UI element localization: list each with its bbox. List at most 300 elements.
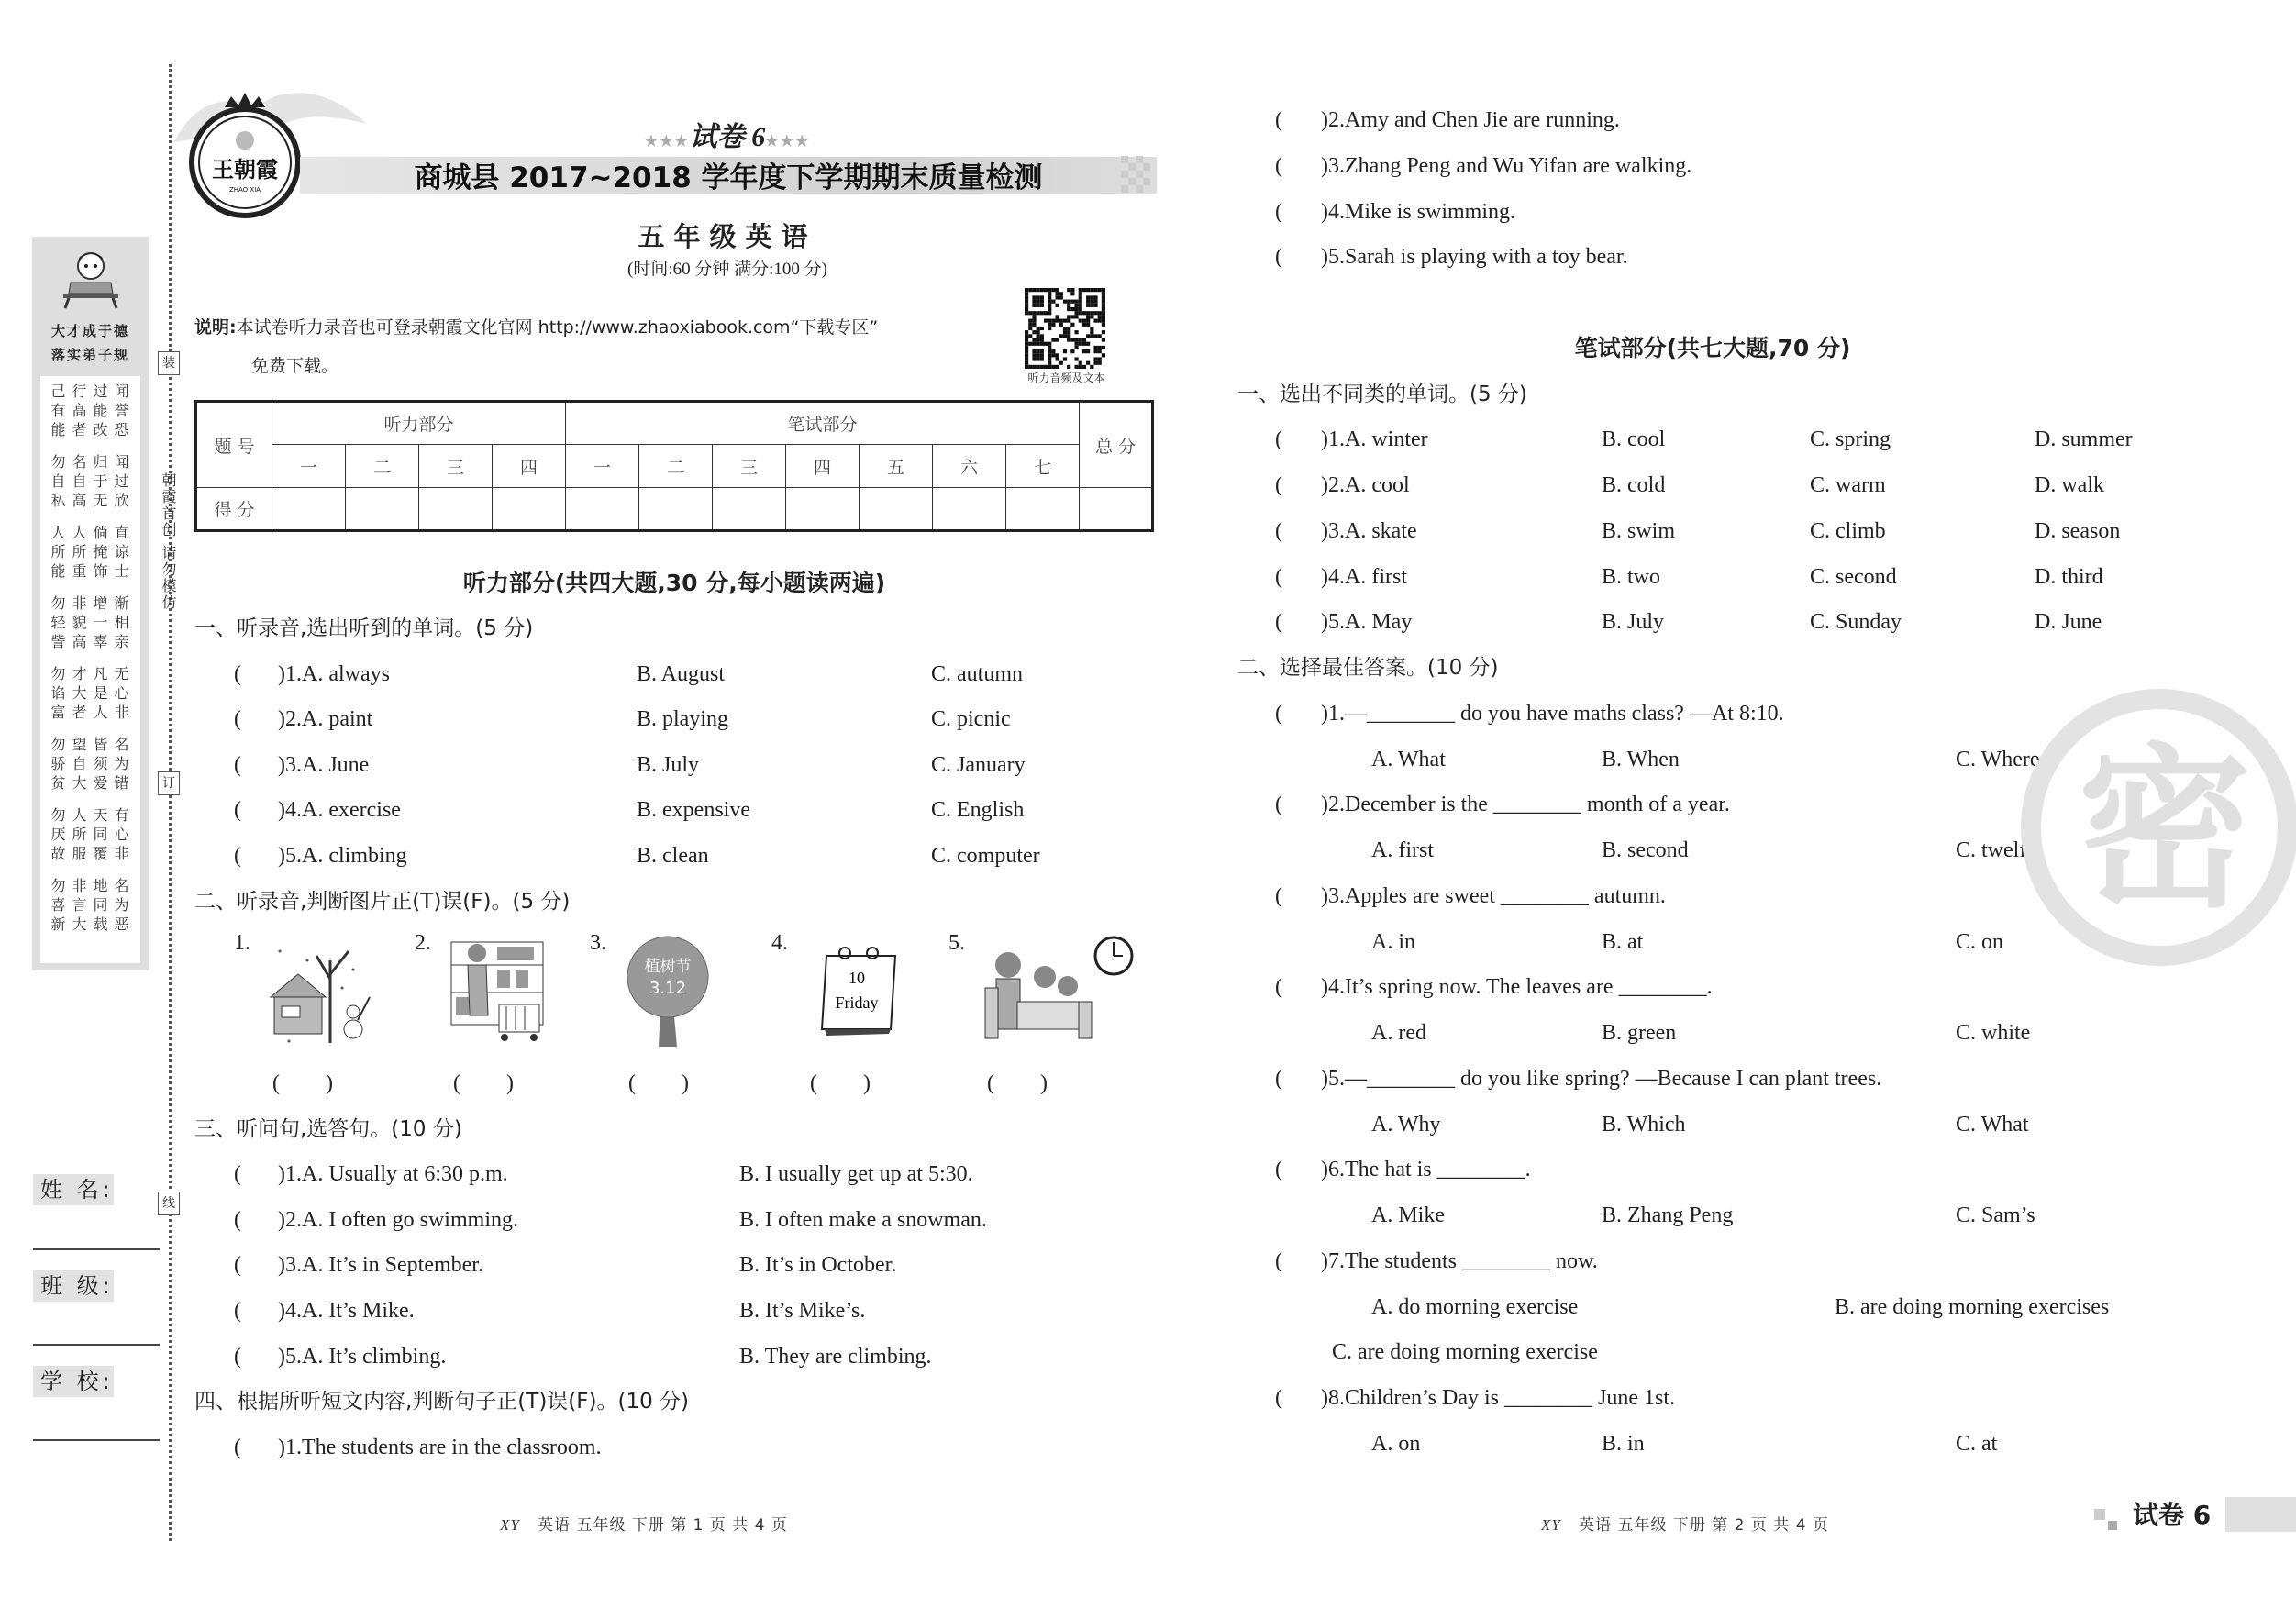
question-text (1321, 964, 1713, 1010)
verse-line: 谄大是心 (50, 684, 136, 702)
answer-blank-close: ) (1321, 1386, 1328, 1410)
answer-blank[interactable]: ( (234, 1344, 241, 1369)
verse-line: 轻貌一相 (50, 614, 136, 631)
verse-line: 骄自须为 (50, 755, 136, 772)
section-heading-text: 三、听问句,选答句。(10 分) (194, 1116, 462, 1141)
option-b[interactable]: B. I usually get up at 5:30. (739, 1162, 973, 1187)
binding-marker-xian: 线 (158, 1192, 180, 1215)
option-b[interactable]: B. July (1602, 610, 1665, 635)
option-c[interactable]: C. What (1956, 1112, 2029, 1137)
option-d[interactable]: D. walk (2035, 473, 2104, 497)
option-c[interactable]: C. English (931, 798, 1025, 823)
picture-answer-blank[interactable]: ( ) (628, 1071, 689, 1095)
verse-line: 勿人天有 (50, 806, 136, 824)
answer-blank[interactable]: ( (234, 661, 241, 686)
option-c[interactable]: C. are doing morning exercise (1332, 1340, 1598, 1365)
verse-line: 人人倘直 (50, 524, 136, 541)
question-number: 3. (285, 1253, 302, 1278)
answer-blank-close: ) (1321, 701, 1328, 726)
answer-blank-close: ) (1321, 473, 1328, 497)
option-c[interactable]: C. twelfth (1956, 838, 2044, 862)
option-a[interactable]: A. Usually at 6:30 p.m. (302, 1162, 508, 1187)
question-row (0, 1056, 2296, 1102)
svg-text:密: 密 (2077, 728, 2253, 931)
question-row (0, 1284, 2296, 1330)
confidential-seal-watermark (2018, 679, 2296, 981)
question-stem: December is the ________ month of a year. (1345, 793, 1730, 817)
option-b[interactable]: B. It’s Mike’s. (739, 1299, 866, 1323)
school-label: 学 校: (33, 1366, 114, 1397)
question-row (0, 97, 2296, 143)
option-c[interactable]: C. climb (1810, 518, 1886, 543)
question-column-header: 五 (860, 445, 933, 488)
answer-blank[interactable]: ( (1275, 564, 1282, 589)
question-row (0, 143, 2296, 189)
writing-header: 笔试部分 (566, 402, 1080, 445)
question-text (1321, 599, 1412, 645)
footer-left: XY 英语 五年级 下册 第 1 页 共 4 页 (500, 1516, 788, 1535)
question-column-header: 三 (713, 445, 786, 488)
question-column-header: 一 (566, 445, 639, 488)
answer-blank[interactable]: ( (1275, 1158, 1282, 1182)
option-a[interactable]: A. first (1345, 564, 1407, 589)
option-a[interactable]: A. It’s climbing. (302, 1344, 447, 1369)
option-b[interactable]: B. expensive (637, 798, 750, 823)
answer-blank-close: ) (1321, 793, 1328, 817)
verse-line: 喜言同为 (50, 896, 136, 914)
answer-blank-close: ) (1321, 883, 1328, 908)
answer-blank-close: ) (1321, 199, 1328, 224)
corner-paper-label: 试卷 6 (2133, 1500, 2212, 1530)
verse-line: 所所掩谅 (50, 543, 136, 560)
verse-line: 故服覆非 (50, 845, 136, 862)
listening-section-title: 听力部分(共四大题,30 分,每小题读两遍) (462, 570, 886, 596)
question-stem: The students ________ now. (1345, 1248, 1598, 1273)
answer-blank[interactable]: ( (1275, 199, 1282, 224)
option-a[interactable]: A. Mike (1371, 1203, 1445, 1227)
question-number: 3. (1328, 518, 1345, 543)
qr-caption: 听力音频及文本 (1027, 372, 1105, 384)
verse-line: 私高无欣 (50, 492, 136, 509)
option-c[interactable]: C. second (1810, 564, 1897, 589)
written-part-title: 笔试部分(共七大题,70 分) (1574, 334, 1851, 361)
question-number: 4. (1328, 975, 1345, 1000)
verse-line: 勿名归闻 (50, 453, 136, 471)
question-text (1321, 782, 1730, 827)
answer-blank-close: ) (1321, 1158, 1328, 1182)
question-row (0, 964, 2296, 1013)
question-number: 1. (1328, 701, 1345, 726)
question-row (0, 234, 2296, 280)
question-number: 4. (1328, 564, 1345, 589)
question-number: 5. (1328, 610, 1345, 635)
question-text (1321, 1375, 1675, 1421)
answer-blank-close: ) (278, 752, 285, 777)
answer-blank[interactable]: ( (1275, 518, 1282, 543)
answer-blank-close: ) (1321, 975, 1328, 1000)
answer-blank[interactable]: ( (234, 707, 241, 732)
question-number: 5. (285, 1344, 302, 1369)
option-c[interactable]: C. white (1956, 1021, 2031, 1045)
answer-blank-close: ) (278, 798, 285, 823)
answer-blank-close: ) (278, 661, 285, 686)
verse-line: 有高能誉 (50, 402, 136, 419)
option-c[interactable]: C. Where (1956, 747, 2040, 771)
answer-blank[interactable]: ( (1275, 975, 1282, 1000)
question-column-header: 三 (419, 445, 493, 488)
answer-blank-close: ) (278, 1253, 285, 1278)
answer-blank[interactable]: ( (1275, 701, 1282, 726)
option-b[interactable]: B. two (1602, 564, 1661, 589)
answer-blank-close: ) (278, 1299, 285, 1323)
option-a[interactable]: A. paint (302, 707, 373, 732)
question-number: 3. (285, 752, 302, 777)
question-number: 3. (1328, 153, 1345, 178)
option-a[interactable]: A. climbing (302, 844, 407, 868)
question-number: 1. (285, 1162, 302, 1187)
calendar-weekday: Friday (835, 993, 879, 1013)
question-text (1321, 691, 1784, 737)
option-a[interactable]: A. skate (1345, 518, 1417, 543)
question-number: 1. (285, 1435, 302, 1459)
question-text (1321, 1056, 1881, 1102)
question-stem: Amy and Chen Jie are running. (1345, 108, 1620, 132)
picture-number: 1. (234, 931, 250, 956)
answer-blank-close: ) (278, 1435, 285, 1459)
option-a[interactable]: A. It’s in September. (302, 1253, 483, 1278)
score-label: 得 分 (196, 488, 272, 531)
section-heading-text: 四、根据所听短文内容,判断句子正(T)误(F)。(10 分) (194, 1390, 690, 1414)
answer-blank[interactable]: ( (234, 1299, 241, 1323)
question-number: 5. (285, 844, 302, 868)
option-a[interactable]: A. Why (1371, 1112, 1441, 1137)
picture-answer-blank[interactable]: ( ) (810, 1071, 871, 1095)
answer-blank[interactable]: ( (234, 1162, 241, 1187)
class-label: 班 级: (33, 1270, 114, 1302)
question-row (0, 462, 2296, 508)
verse-line: 能者改恐 (50, 421, 136, 438)
exam-title: 商城县 2017~2018 学年度下学期期末质量检测 (414, 161, 1043, 194)
verse-line: 訾高辜亲 (50, 633, 136, 650)
option-c[interactable]: C. at (1956, 1431, 1998, 1456)
option-a[interactable]: A. June (302, 752, 370, 777)
question-row (0, 1375, 2296, 1421)
question-text (1321, 234, 1628, 280)
option-b[interactable]: B. second (1602, 838, 1689, 862)
option-b[interactable]: B. cold (1602, 473, 1666, 497)
question-number: 4. (285, 1299, 302, 1323)
verse-line: 贫大爱错 (50, 774, 136, 792)
answer-blank-close: ) (278, 1344, 285, 1369)
question-column-header: 二 (346, 445, 419, 488)
answer-blank[interactable]: ( (1275, 153, 1282, 178)
question-number: 5. (1328, 245, 1345, 270)
option-a[interactable]: A. It’s Mike. (302, 1299, 415, 1323)
section-heading (0, 645, 2296, 691)
footer-right: XY 英语 五年级 下册 第 2 页 共 4 页 (1541, 1516, 1829, 1535)
question-text (1321, 97, 1620, 143)
tree-day-date: 3.12 (649, 979, 687, 999)
answer-blank[interactable]: ( (1275, 793, 1282, 817)
paper-number: ★★★试卷 6★★★ (644, 122, 811, 152)
option-c[interactable]: C. Sunday (1810, 610, 1902, 635)
option-b[interactable]: B. at (1602, 929, 1644, 954)
question-number: 4. (1328, 199, 1345, 224)
instructions: 说明:本试卷听力录音也可登录朝霞文化官网 http://www.zhaoxiabook.com“下载专区” (194, 317, 879, 338)
question-row (0, 554, 2296, 600)
option-a[interactable]: A. winter (1345, 427, 1428, 452)
answer-blank[interactable]: ( (234, 798, 241, 823)
question-number-label: 题 号 (196, 402, 272, 488)
question-number: 6. (1328, 1158, 1345, 1182)
tree-day-label: 植树节 (644, 958, 692, 977)
picture-number: 3. (590, 931, 606, 956)
verse-line: 富者人非 (50, 704, 136, 721)
question-row (0, 827, 2296, 873)
question-row (0, 508, 2296, 554)
picture-number: 2. (415, 931, 431, 956)
question-row (0, 599, 2296, 645)
verse-line: 厌所同心 (50, 826, 136, 843)
question-stem: The students are in the classroom. (302, 1435, 602, 1459)
corner-square-decoration (2108, 1521, 2117, 1530)
question-row (0, 691, 2296, 737)
question-column-header: 六 (933, 445, 1006, 488)
option-c[interactable]: C. warm (1810, 473, 1886, 497)
verse-line: 能重饰士 (50, 562, 136, 580)
option-b[interactable]: B. August (637, 661, 726, 686)
binding-marker-ding: 订 (158, 771, 180, 795)
option-a[interactable]: A. first (1371, 838, 1434, 862)
question-text (1321, 873, 1666, 919)
answer-blank[interactable]: ( (234, 1253, 241, 1278)
answer-blank[interactable]: ( (1275, 610, 1282, 635)
option-b[interactable]: B. They are climbing. (739, 1344, 932, 1369)
svg-text:ZHAO XIA: ZHAO XIA (228, 186, 261, 194)
option-a[interactable]: A. in (1371, 929, 1415, 954)
option-b[interactable]: B. When (1602, 747, 1680, 771)
verse-line: 勿非增渐 (50, 594, 136, 612)
answer-blank[interactable]: ( (234, 1207, 241, 1232)
question-text (1321, 143, 1691, 189)
answer-blank-close: ) (1321, 1066, 1328, 1091)
instructions-continued: 免费下载。 (251, 356, 339, 376)
option-b[interactable]: B. It’s in October. (739, 1253, 897, 1278)
answer-blank[interactable]: ( (1275, 473, 1282, 497)
answer-blank[interactable]: ( (1275, 245, 1282, 270)
question-number: 2. (1328, 473, 1345, 497)
answer-blank[interactable]: ( (234, 844, 241, 868)
question-row (0, 782, 2296, 827)
question-number: 1. (1328, 427, 1345, 452)
question-text (1321, 508, 1417, 554)
answer-blank[interactable]: ( (1275, 427, 1282, 452)
option-b[interactable]: B. clean (637, 844, 709, 868)
question-column-header: 一 (272, 445, 346, 488)
total-header: 总 分 (1080, 402, 1153, 488)
answer-blank-close: ) (278, 707, 285, 732)
question-number: 1. (285, 661, 302, 686)
time-and-score-info: (时间:60 分钟 满分:100 分) (627, 260, 827, 279)
question-column-header: 四 (493, 445, 566, 488)
option-a[interactable]: A. on (1371, 1431, 1421, 1456)
answer-blank-close: ) (1321, 108, 1328, 132)
answer-blank[interactable]: ( (234, 1435, 241, 1459)
option-b[interactable]: B. green (1602, 1021, 1677, 1045)
option-c[interactable]: C. on (1956, 929, 2004, 954)
question-text (1321, 554, 1407, 600)
question-stem: Mike is swimming. (1345, 199, 1516, 224)
question-text (1321, 462, 1410, 508)
question-row (0, 1421, 2296, 1467)
logo-text: 王朝霞 (212, 157, 278, 183)
verse-line: 己行过闻 (50, 383, 136, 400)
option-c[interactable]: C. picnic (931, 707, 1011, 732)
option-a[interactable]: A. always (302, 661, 390, 686)
question-stem: The hat is ________. (1345, 1158, 1531, 1182)
question-stem: Apples are sweet ________ autumn. (1345, 883, 1666, 908)
question-number: 3. (1328, 883, 1345, 908)
section-heading-text: 二、听录音,判断图片正(T)误(F)。(5 分) (194, 889, 571, 914)
question-number: 2. (285, 707, 302, 732)
question-number: 7. (1328, 1248, 1345, 1273)
section-heading-text: 一、选出不同类的单词。(5 分) (1237, 382, 1527, 406)
option-c[interactable]: C. Sam’s (1956, 1203, 2035, 1227)
verse-line: 勿望皆名 (50, 736, 136, 753)
option-b[interactable]: B. playing (637, 707, 728, 732)
answer-blank-close: ) (278, 1162, 285, 1187)
option-b[interactable]: B. in (1602, 1431, 1645, 1456)
section-heading (0, 372, 2296, 417)
option-a[interactable]: A. cool (1345, 473, 1410, 497)
question-column-header: 七 (1006, 445, 1080, 488)
binding-marker-zhuang: 装 (158, 351, 180, 375)
answer-blank-close: ) (1321, 245, 1328, 270)
answer-blank-close: ) (1321, 518, 1328, 543)
calendar-day: 10 (849, 969, 865, 988)
question-row (0, 1329, 2296, 1375)
answer-blank-close: ) (1321, 427, 1328, 452)
question-column-header: 四 (786, 445, 860, 488)
option-b[interactable]: B. swim (1602, 518, 1676, 543)
question-row (0, 1010, 2296, 1056)
question-number: 8. (1328, 1386, 1345, 1410)
sidebar-motto-2: 落实弟子规 (50, 347, 129, 363)
question-number: 2. (1328, 108, 1345, 132)
question-row (0, 416, 2296, 462)
question-row (0, 1102, 2296, 1148)
copyright-vertical-note: 朝霞首创 请勿模仿 (160, 472, 177, 612)
option-a[interactable]: A. do morning exercise (1371, 1294, 1579, 1319)
question-stem: Sarah is playing with a toy bear. (1345, 245, 1628, 270)
question-column-header: 二 (639, 445, 713, 488)
verse-line: 自自于过 (50, 472, 136, 490)
question-text (1321, 189, 1515, 235)
answer-blank[interactable]: ( (1275, 1066, 1282, 1091)
question-number: 2. (1328, 793, 1345, 817)
answer-blank-close: ) (1321, 153, 1328, 178)
option-c[interactable]: C. spring (1810, 427, 1891, 452)
part-title (0, 326, 2296, 372)
question-row (0, 1238, 2296, 1284)
option-d[interactable]: D. season (2035, 518, 2121, 543)
question-row (0, 1147, 2296, 1192)
option-a[interactable]: A. May (1345, 610, 1413, 635)
corner-square-decoration (2094, 1509, 2105, 1520)
picture-answer-blank[interactable]: ( ) (453, 1071, 514, 1095)
picture-answer-blank[interactable]: ( ) (272, 1071, 333, 1095)
answer-blank[interactable]: ( (1275, 108, 1282, 132)
name-label: 姓 名: (33, 1174, 114, 1205)
question-text (1321, 1238, 1598, 1284)
verse-line: 新大载恶 (50, 915, 136, 933)
question-text (1321, 1147, 1531, 1192)
question-row (0, 189, 2296, 235)
answer-blank[interactable]: ( (234, 752, 241, 777)
option-b[interactable]: B. I often make a snowman. (739, 1207, 987, 1232)
picture-answer-blank[interactable]: ( ) (987, 1071, 1048, 1095)
question-stem: —________ do you like spring? —Because I can plant trees. (1345, 1066, 1882, 1091)
option-b[interactable]: B. are doing morning exercises (1835, 1294, 2110, 1319)
answer-blank-close: ) (1321, 1248, 1328, 1273)
question-number: 5. (1328, 1066, 1345, 1091)
option-b[interactable]: B. July (637, 752, 700, 777)
option-a[interactable]: A. red (1371, 1021, 1426, 1045)
corner-tab (2225, 1497, 2296, 1532)
option-b[interactable]: B. Zhang Peng (1602, 1203, 1734, 1227)
answer-blank-close: ) (1321, 564, 1328, 589)
answer-blank-close: ) (1321, 610, 1328, 635)
listening-header: 听力部分 (272, 402, 566, 445)
answer-blank[interactable]: ( (1275, 1248, 1282, 1273)
question-row (0, 919, 2296, 965)
option-a[interactable]: A. exercise (302, 798, 401, 823)
question-row (0, 737, 2296, 782)
verse-line: 勿非地名 (50, 877, 136, 894)
verse-line: 勿才凡无 (50, 665, 136, 682)
option-d[interactable]: D. June (2035, 610, 2102, 635)
question-stem: Zhang Peng and Wu Yifan are walking. (1345, 153, 1692, 178)
question-number: 4. (285, 798, 302, 823)
question-number: 2. (285, 1207, 302, 1232)
answer-blank[interactable]: ( (1275, 1386, 1282, 1410)
option-b[interactable]: B. Which (1602, 1112, 1686, 1137)
question-stem: Children’s Day is ________ June 1st. (1345, 1386, 1675, 1410)
picture-number: 4. (771, 931, 788, 956)
answer-blank-close: ) (278, 1207, 285, 1232)
option-c[interactable]: C. computer (931, 844, 1040, 868)
question-text (1321, 416, 1428, 462)
section-heading-text: 一、听录音,选出听到的单词。(5 分) (194, 616, 534, 640)
question-stem: It’s spring now. The leaves are ________. (1345, 975, 1713, 1000)
picture-number: 5. (948, 931, 965, 956)
option-d[interactable]: D. summer (2035, 427, 2133, 452)
answer-blank-close: ) (278, 844, 285, 868)
question-row (0, 1192, 2296, 1238)
sidebar-motto-1: 大才成于德 (50, 323, 129, 339)
option-c[interactable]: C. January (931, 752, 1026, 777)
question-stem: —________ do you have maths class? —At 8:10. (1345, 701, 1784, 726)
option-b[interactable]: B. cool (1602, 427, 1666, 452)
answer-blank[interactable]: ( (1275, 883, 1282, 908)
option-c[interactable]: C. autumn (931, 661, 1023, 686)
subject-title: 五年级英语 (638, 221, 817, 252)
option-a[interactable]: A. What (1371, 747, 1446, 771)
option-a[interactable]: A. I often go swimming. (302, 1207, 518, 1232)
section-heading-text: 二、选择最佳答案。(10 分) (1237, 656, 1499, 680)
option-d[interactable]: D. third (2035, 564, 2103, 589)
question-row (0, 873, 2296, 919)
